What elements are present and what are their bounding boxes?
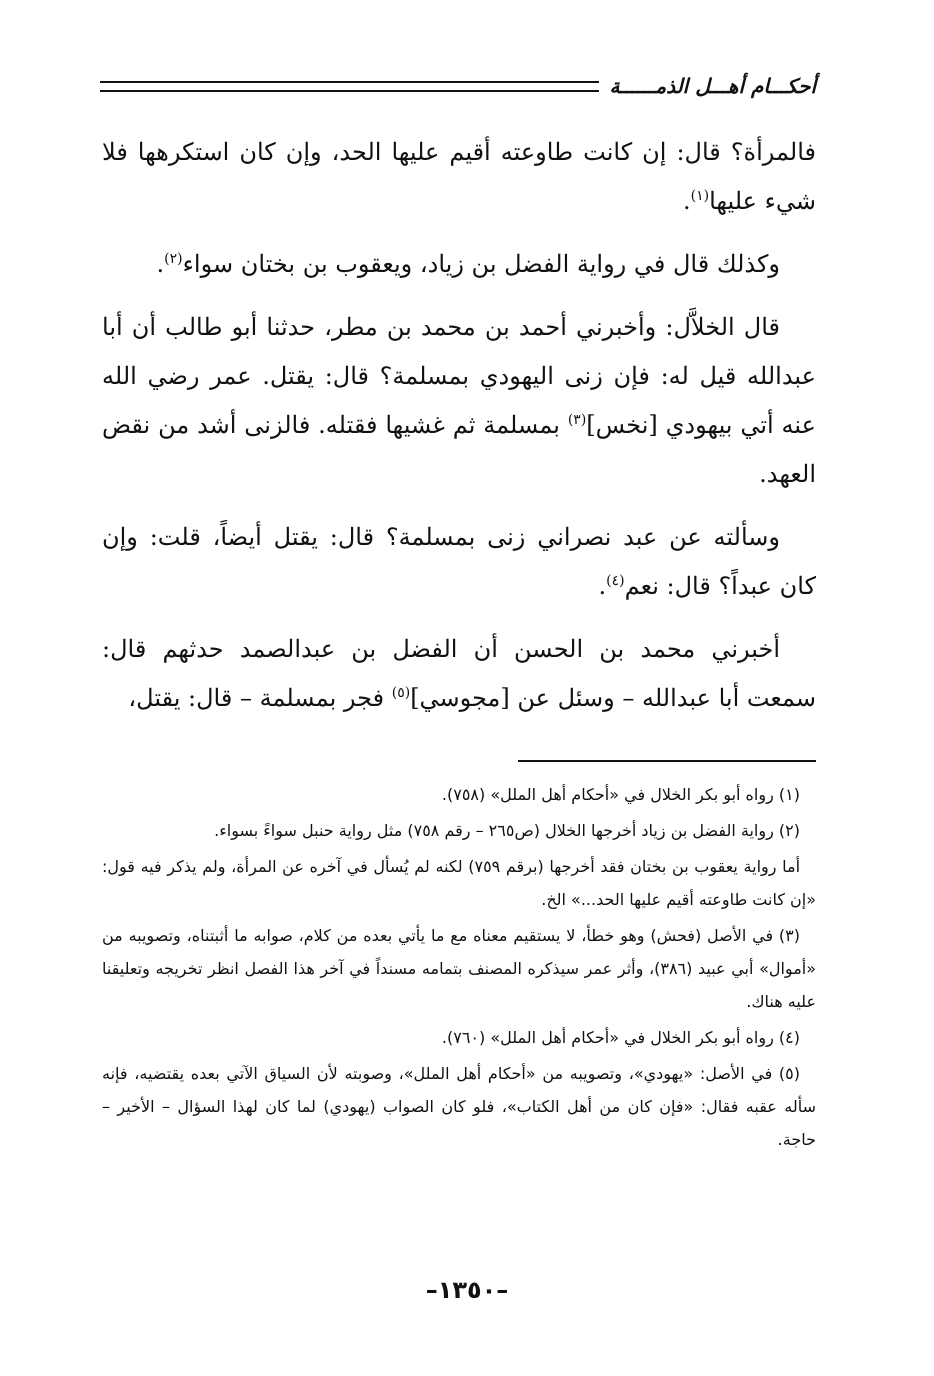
footnote-separator	[518, 760, 816, 762]
footnote-ref-4[interactable]: (٤)	[606, 573, 625, 589]
footnote-ref-2[interactable]: (٢)	[164, 251, 183, 267]
paragraph-2	[102, 240, 816, 289]
book-title: أحكـــام أهـــل الذمــــــة	[609, 74, 816, 98]
footnote-4: (٤) رواه أبو بكر الخلال في «أحكام أهل الملل» (٧٦٠).	[441, 1028, 800, 1047]
header-double-rule	[100, 81, 599, 92]
footnote-2: (٢) رواية الفضل بن زياد أخرجها الخلال (ص٢٦٥ – رقم ٧٥٨) مثل رواية حنبل سواءً بسواء.	[214, 821, 800, 840]
footnote-5: (٥) في الأصل: «يهودي»، وتصويبه من «أحكام أهل الملل»، وصوبته لأن السياق الآتي بعده يقتضيه، فإنه سأله عقبه فقال: «فإن كان من أهل الكتاب»، فلو كان الصواب (يهودي) لما كان لهذا السؤال – الأخير – حاجة.	[102, 1064, 816, 1149]
paragraph-4-text: وسألته عن عبد نصراني زنى بمسلمة؟ قال: يقتل أيضاً، قلت: وإن كان عبداً؟ قال: نعم	[102, 523, 816, 600]
footnote-ref-5[interactable]: (٥)	[391, 685, 411, 701]
running-header	[100, 66, 816, 106]
paragraph-5	[102, 625, 816, 723]
paragraph-1-end: .	[682, 187, 691, 215]
paragraph-1	[102, 128, 816, 226]
paragraph-5-text-b: فجر بمسلمة – قال: يقتل،	[128, 684, 392, 712]
paragraph-4-end: .	[598, 572, 607, 600]
main-text	[102, 128, 816, 737]
paragraph-3-text-a: قال الخلاَّل: وأخبرني أحمد بن محمد بن مطر، حدثنا أبو طالب أن أبا عبدالله قيل له: فإن زنى اليهودي بمسلمة؟ قال: يقتل. عمر رضي الله عنه أتي بيهودي [نخس]	[102, 313, 816, 439]
paragraph-2-text: وكذلك قال في رواية الفضل بن زياد، ويعقوب بن بختان سواء	[182, 250, 780, 278]
paragraph-2-end: .	[156, 250, 165, 278]
footnote-ref-3[interactable]: (٣)	[567, 412, 587, 428]
page-number: –١٣٥٠–	[425, 1276, 509, 1304]
footnote-2-continued: أما رواية يعقوب بن بختان فقد أخرجها (برقم ٧٥٩) لكنه لم يُسأل في آخره عن المرأة، ولم يذكر فيه قول: «إن كانت طاوعته أقيم عليها الحد...» الخ.	[102, 857, 816, 909]
footnote-ref-1[interactable]: (١)	[690, 188, 710, 204]
footnote-3: (٣) في الأصل (فحش) وهو خطأ، لا يستقيم معناه مع ما يأتي بعده من كلام، صوابه ما أثبتناه، وتصويبه من «أموال» أبي عبيد (٣٨٦)، وأثر عمر سيذكره المصنف بتمامه مسنداً في آخر هذا الفصل انظر تخريجه وتعليقنا عليه هناك.	[102, 926, 816, 1011]
paragraph-3	[102, 303, 816, 499]
paragraph-5-text-a: أخبرني محمد بن الحسن أن الفضل بن عبدالصمد حدثهم قال: سمعت أبا عبدالله – وسئل عن [مجوسي]	[102, 635, 816, 712]
paragraph-1-text: فالمرأة؟ قال: إن كانت طاوعته أقيم عليها الحد، وإن كان استكرهها فلا شيء عليها	[102, 138, 816, 215]
footnotes	[102, 778, 816, 1159]
footnote-1: (١) رواه أبو بكر الخلال في «أحكام أهل الملل» (٧٥٨).	[441, 785, 800, 804]
paragraph-4	[102, 513, 816, 611]
paragraph-3-text-b: بمسلمة ثم غشيها فقتله. فالزنى أشد من نقض العهد.	[102, 411, 816, 488]
